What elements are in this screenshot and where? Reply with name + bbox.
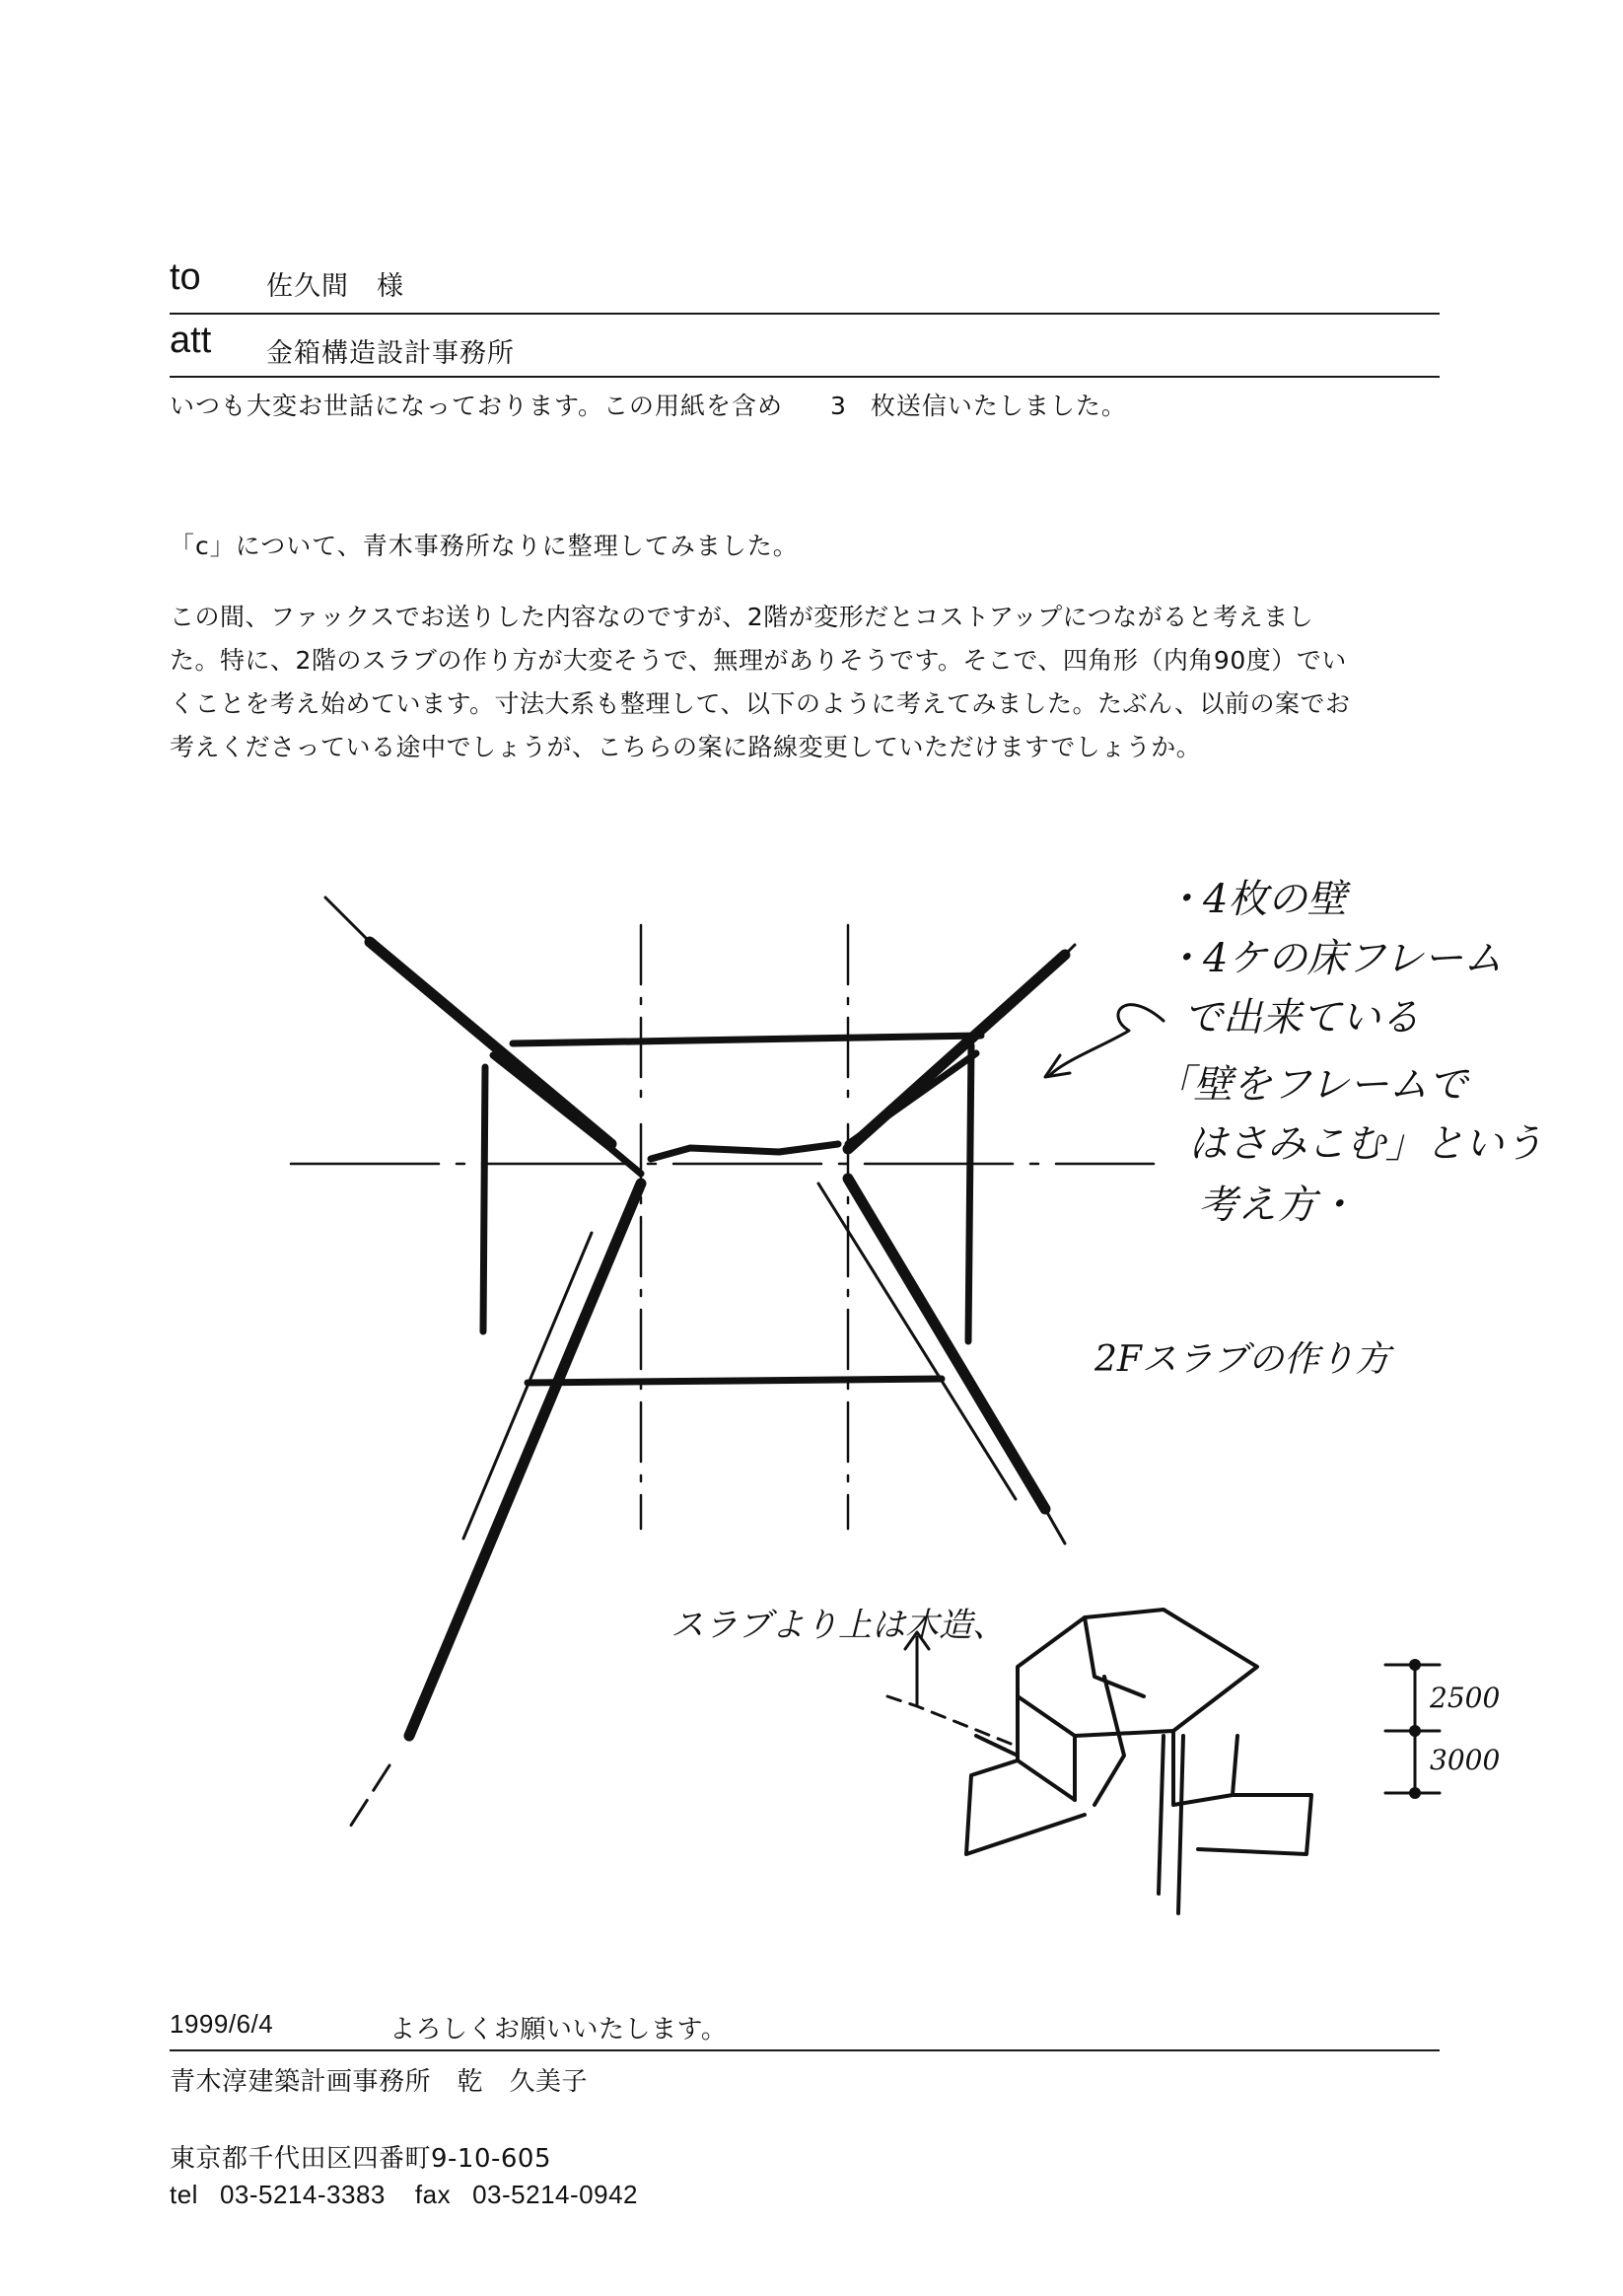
body-line: た。特に、2階のスラブの作り方が大変そうで、無理がありそうです。そこで、四角形（内角90度）でい — [170, 646, 1347, 675]
to-label: to — [170, 256, 201, 298]
fax-label: fax — [414, 2180, 452, 2209]
greeting-post: 枚送信いたしました。 — [870, 392, 1127, 420]
note-made-of: で出来ている — [1183, 995, 1420, 1040]
note-concept-3: 考え方・ — [1198, 1183, 1356, 1228]
slab-caption: 2Fスラブの作り方 — [1094, 1339, 1390, 1380]
subject-line: 「c」について、青木事務所なりに整理してみました。 — [170, 532, 799, 560]
note-four-frames: ・4ケの床フレーム — [1164, 936, 1503, 981]
recipient-name: 佐久間 様 — [266, 271, 404, 302]
footer-date: 1999/6/4 — [170, 2009, 274, 2039]
note-concept-1: 「壁をフレームで — [1154, 1062, 1468, 1108]
body-line: 考えくださっている途中でしょうが、こちらの案に路線変更していただけますでしょうか。 — [170, 733, 1202, 761]
dimension-lower: 3000 — [1430, 1744, 1501, 1776]
fax-number: 03-5214-0942 — [472, 2180, 638, 2209]
body-line: くことを考え始めています。寸法大系も整理して、以下のように考えてみました。たぶん、以前の案でお — [170, 689, 1351, 718]
footer-address: 東京都千代田区四番町9-10-605 — [170, 2144, 552, 2174]
body-line: この間、ファックスでお送りした内容なのですが、2階が変形だとコストアップにつながると考えまし — [170, 603, 1314, 631]
wood-leader — [887, 1632, 1016, 1746]
footer-contact — [170, 2180, 638, 2210]
page-count: 3 — [830, 392, 847, 420]
recipient-company: 金箱構造設計事務所 — [266, 338, 515, 369]
grid-axes — [291, 925, 1154, 1529]
slab-frame — [483, 1036, 981, 1383]
att-label: att — [170, 320, 212, 361]
footer-rule — [170, 2049, 1440, 2051]
iso-sketch — [966, 1610, 1311, 1913]
tel-label: tel — [170, 2180, 198, 2209]
footer-sender: 青木淳建築計画事務所 乾 久美子 — [170, 2067, 589, 2097]
wood-note: スラブより上は木造、 — [670, 1606, 1006, 1645]
dimension-upper: 2500 — [1430, 1682, 1501, 1714]
tel-number: 03-5214-3383 — [219, 2180, 386, 2209]
note-concept-2: はさみこむ」という — [1188, 1121, 1543, 1167]
greeting-pre: いつも大変お世話になっております。この用紙を含め — [170, 392, 784, 420]
footer-closing: よろしくお願いいたします。 — [389, 2015, 728, 2045]
annotation-arrow — [1045, 1005, 1164, 1077]
note-four-walls: ・4枚の壁 — [1164, 877, 1347, 922]
